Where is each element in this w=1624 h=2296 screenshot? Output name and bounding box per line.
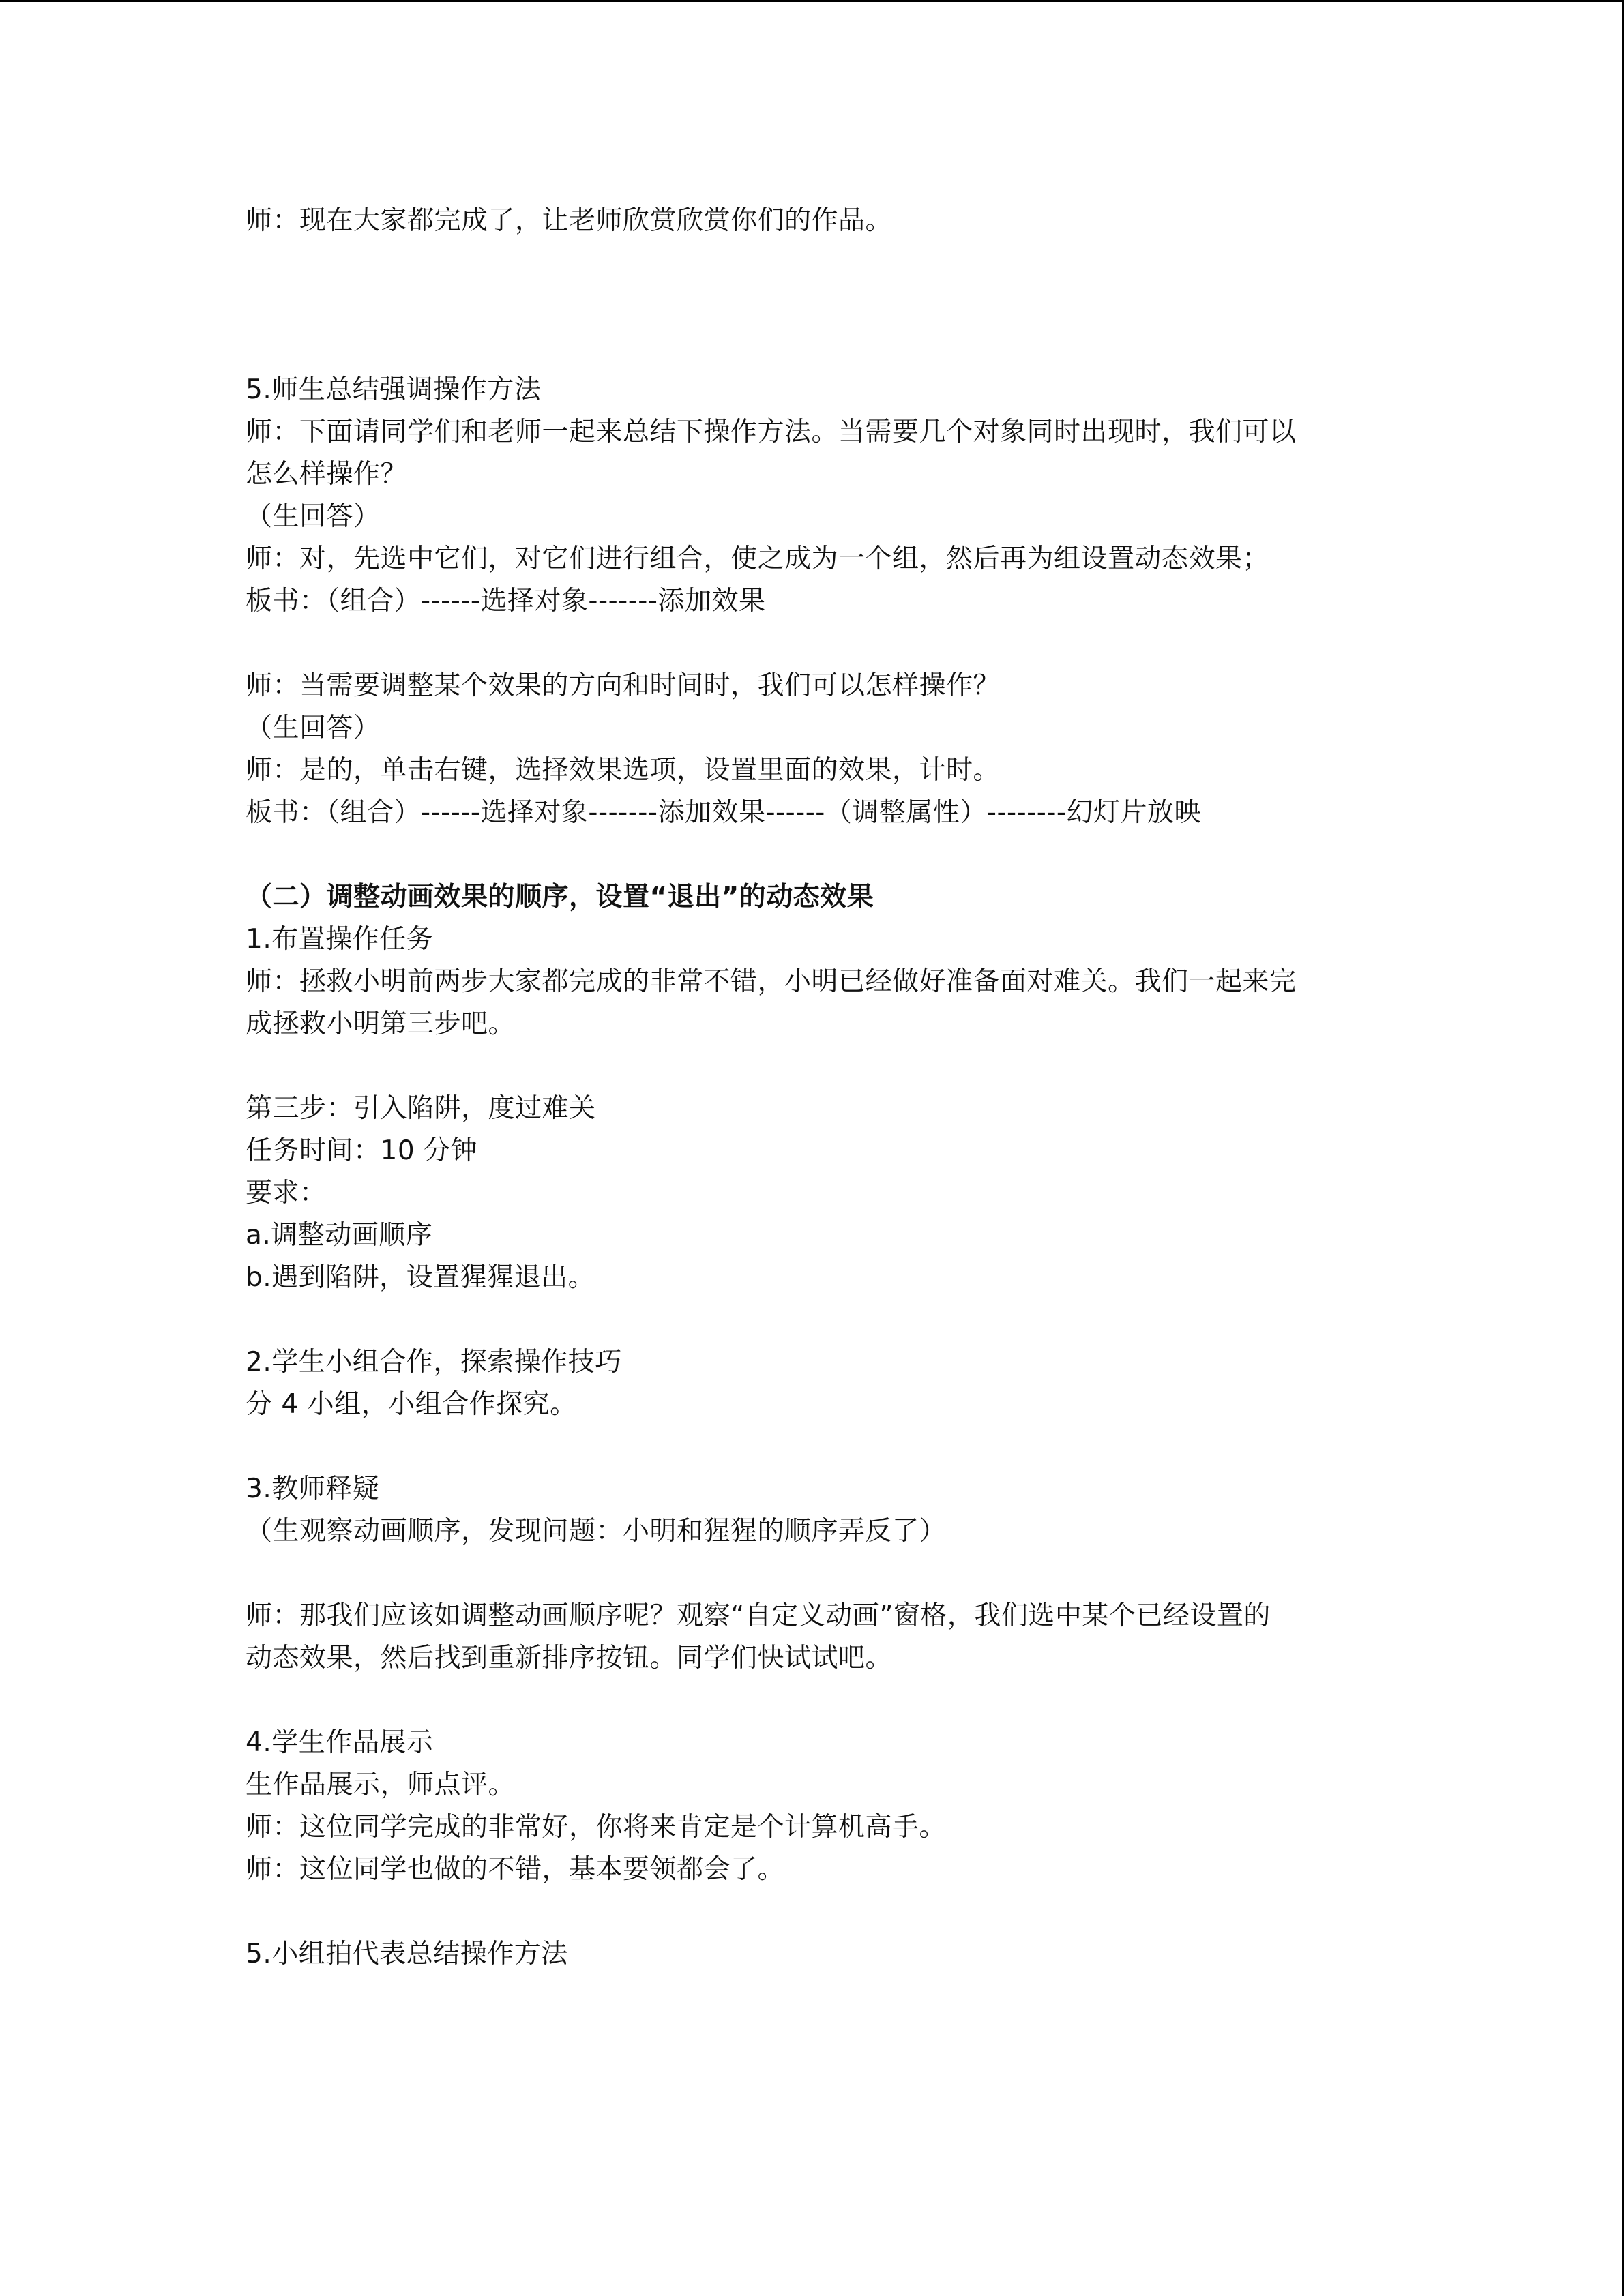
paragraph-teacher-appreciate: 师：现在大家都完成了，让老师欣赏欣赏你们的作品。 (246, 205, 893, 236)
paragraph-blackboard-1: 板书：（组合）------选择对象-------添加效果 (246, 586, 766, 616)
step-heading-teacher-explain: 3.教师释疑 (246, 1474, 380, 1504)
paragraph-task-time: 任务时间：10 分钟 (246, 1135, 478, 1166)
section-heading-part-two: （二）调整动画效果的顺序，设置“退出”的动态效果 (246, 882, 874, 912)
step-heading-assign-task: 1.布置操作任务 (246, 924, 434, 955)
requirement-item-a: a.调整动画顺序 (246, 1220, 433, 1251)
paragraph-teacher-reorder-cont: 动态效果，然后找到重新排序按钮。同学们快试试吧。 (246, 1643, 893, 1673)
paragraph-student-answer: （生回答） (246, 501, 381, 532)
paragraph-showcase: 生作品展示，师点评。 (246, 1770, 516, 1800)
step-heading-group-work: 2.学生小组合作，探索操作技巧 (246, 1347, 622, 1377)
paragraph-student-answer: （生回答） (246, 713, 381, 743)
section-heading-summary: 5.师生总结强调操作方法 (246, 374, 542, 405)
spacer (246, 834, 1378, 876)
requirement-item-b: b.遇到陷阱，设置猩猩退出。 (246, 1262, 595, 1293)
paragraph-teacher-reorder: 师：那我们应该如调整动画顺序呢？观察“自定义动画”窗格，我们选中某个已经设置的 (246, 1600, 1271, 1631)
paragraph-teacher-summary: 师：下面请同学们和老师一起来总结下操作方法。当需要几个对象同时出现时，我们可以 (246, 417, 1297, 447)
paragraph-teacher-right-click: 师：是的，单击右键，选择效果选项，设置里面的效果，计时。 (246, 755, 1001, 786)
spacer (246, 1299, 1378, 1341)
paragraph-teacher-rescue-cont: 成拯救小明第三步吧。 (246, 1009, 516, 1039)
spacer (246, 1891, 1378, 1933)
step-heading-showcase: 4.学生作品展示 (246, 1727, 434, 1758)
paragraph-student-observe: （生观察动画顺序，发现问题：小明和猩猩的顺序弄反了） (246, 1516, 947, 1547)
spacer (246, 1553, 1378, 1595)
paragraph-teacher-adjust: 师：当需要调整某个效果的方向和时间时，我们可以怎样操作？ (246, 670, 1001, 701)
paragraph-teacher-praise-1: 师：这位同学完成的非常好，你将来肯定是个计算机高手。 (246, 1812, 947, 1843)
step-heading-group-summary: 5.小组拍代表总结操作方法 (246, 1939, 568, 1969)
paragraph-requirements: 要求： (246, 1178, 327, 1208)
paragraph-teacher-praise-2: 师：这位同学也做的不错，基本要领都会了。 (246, 1854, 785, 1885)
spacer (246, 1680, 1378, 1722)
paragraph-teacher-group: 师：对，先选中它们，对它们进行组合，使之成为一个组，然后再为组设置动态效果； (246, 543, 1270, 574)
spacer (246, 1045, 1378, 1088)
paragraph-blackboard-2: 板书：（组合）------选择对象-------添加效果------（调整属性）--------幻灯片放映 (246, 797, 1201, 828)
paragraph-step-three: 第三步：引入陷阱，度过难关 (246, 1093, 596, 1124)
spacer (246, 242, 1378, 369)
paragraph-teacher-rescue: 师：拯救小明前两步大家都完成的非常不错，小明已经做好准备面对难关。我们一起来完 (246, 966, 1297, 997)
paragraph-groups: 分 4 小组，小组合作探究。 (246, 1389, 577, 1420)
paragraph-teacher-summary-cont: 怎么样操作？ (246, 459, 408, 490)
document-body (246, 200, 1378, 1976)
spacer (246, 1426, 1378, 1468)
spacer (246, 623, 1378, 665)
